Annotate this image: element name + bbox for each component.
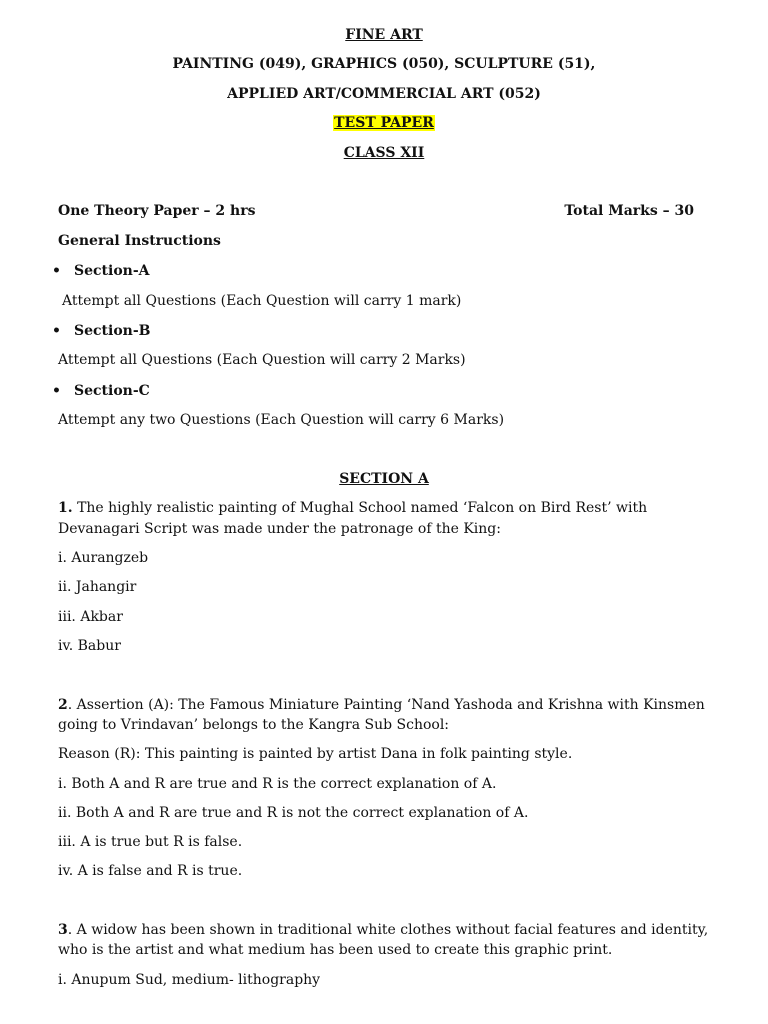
question-2 bbox=[58, 696, 718, 714]
option: i. Both A and R are true and R is the correct explanation of A. bbox=[58, 776, 497, 792]
class-label: CLASS XII bbox=[343, 145, 425, 161]
question-text: The highly realistic painting of Mughal School named ‘Falcon on Bird Rest’ with bbox=[77, 500, 648, 516]
question-text-continued: Devanagari Script was made under the patronage of the King: bbox=[58, 521, 501, 537]
subjects-line-2: APPLIED ART/COMMERCIAL ART (052) bbox=[227, 86, 541, 102]
section-label: Section-B bbox=[74, 323, 151, 339]
instruction-text: Attempt any two Questions (Each Question will carry 6 Marks) bbox=[58, 412, 505, 428]
paper-type: TEST PAPER bbox=[334, 115, 434, 131]
option: ii. Jahangir bbox=[58, 579, 137, 595]
option: iii. Akbar bbox=[58, 609, 123, 625]
instruction-section-c bbox=[52, 382, 150, 400]
instruction-section-b bbox=[52, 322, 151, 340]
instruction-text: Attempt all Questions (Each Question will carry 1 mark) bbox=[62, 293, 462, 309]
bullet-icon: • bbox=[52, 383, 61, 399]
option: iv. A is false and R is true. bbox=[58, 863, 243, 879]
theory-paper-duration: One Theory Paper – 2 hrs bbox=[58, 203, 256, 219]
question-number: 3 bbox=[58, 922, 68, 938]
option: iv. Babur bbox=[58, 638, 121, 654]
total-marks: Total Marks – 30 bbox=[564, 203, 694, 219]
question-text-continued: going to Vrindavan’ belongs to the Kangra Sub School: bbox=[58, 717, 450, 733]
document-title: FINE ART bbox=[345, 27, 423, 43]
option: iii. A is true but R is false. bbox=[58, 834, 243, 850]
general-instructions-heading: General Instructions bbox=[58, 233, 221, 249]
section-a-heading: SECTION A bbox=[339, 471, 429, 487]
reason-text: Reason (R): This painting is painted by artist Dana in folk painting style. bbox=[58, 746, 573, 762]
option: i. Aurangzeb bbox=[58, 550, 149, 566]
question-3 bbox=[58, 921, 718, 939]
paper-type-row bbox=[0, 114, 768, 132]
subjects-line-1: PAINTING (049), GRAPHICS (050), SCULPTURE (51), bbox=[172, 56, 596, 72]
question-number: 2 bbox=[58, 697, 68, 713]
option: i. Anupum Sud, medium- lithography bbox=[58, 972, 321, 988]
instruction-section-a bbox=[52, 262, 150, 280]
instruction-text: Attempt all Questions (Each Question will carry 2 Marks) bbox=[58, 352, 466, 368]
question-1 bbox=[58, 499, 718, 517]
question-text-continued: who is the artist and what medium has been used to create this graphic print. bbox=[58, 942, 613, 958]
question-number: 1. bbox=[58, 500, 73, 516]
section-label: Section-C bbox=[74, 383, 150, 399]
option: ii. Both A and R are true and R is not the correct explanation of A. bbox=[58, 805, 529, 821]
section-label: Section-A bbox=[74, 263, 150, 279]
bullet-icon: • bbox=[52, 323, 61, 339]
bullet-icon: • bbox=[52, 263, 61, 279]
question-text: . Assertion (A): The Famous Miniature Painting ‘Nand Yashoda and Krishna with Kinsmen bbox=[67, 697, 705, 713]
question-text: . A widow has been shown in traditional white clothes without facial features and identity, bbox=[67, 922, 709, 938]
